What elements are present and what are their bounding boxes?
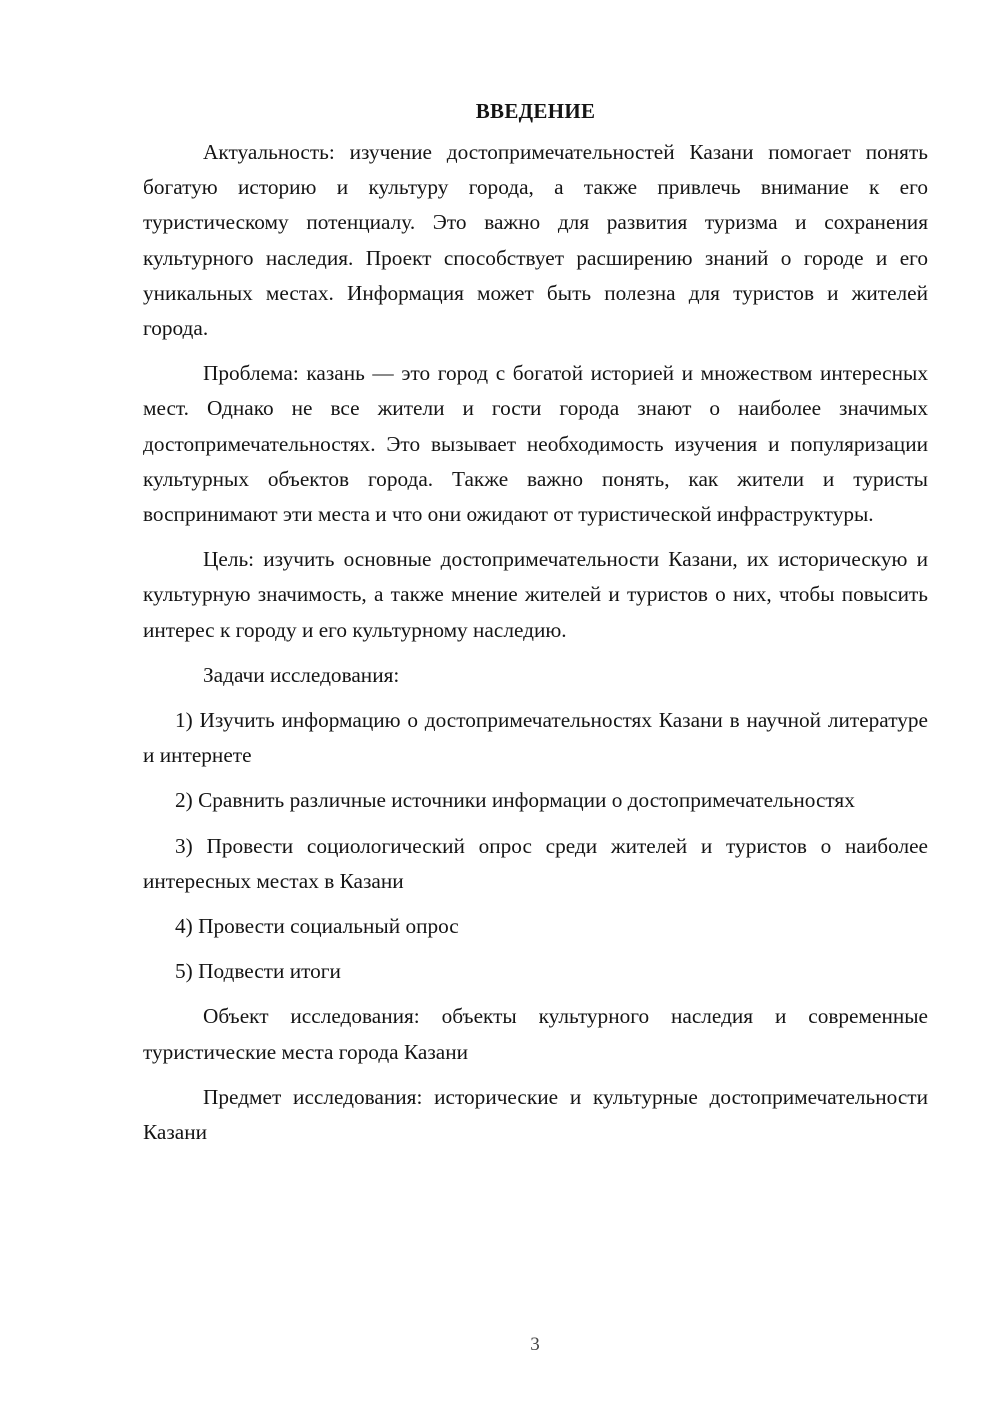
task-item-3: 3) Провести социологический опрос среди жителей и туристов о наиболее интересных местах в Казани — [143, 833, 928, 893]
task-item-2: 2) Сравнить различные источники информации о достопримечательностях — [175, 788, 855, 813]
tasks-heading: Задачи исследования: — [203, 662, 400, 687]
page-content — [143, 96, 928, 1160]
goal-paragraph: Цель: изучить основные достопримечательности Казани, их историческую и культурную значимость, а также мнение жителей и туристов о них, чтобы повысить интерес к городу и его культурному наследию. — [143, 547, 928, 642]
task-item-1: 1) Изучить информацию о достопримечательностях Казани в научной литературе и интернете — [143, 708, 928, 768]
section-title: ВВЕДЕНИЕ — [475, 99, 596, 123]
page-number: 3 — [530, 1334, 540, 1355]
problem-paragraph: Проблема: казань — это город с богатой историей и множеством интересных мест. Однако не все жители и гости города знают о наиболее значимых достопримечательностях. Это вызывает необходимость изучения и популяризации культурных объектов города. Также важно понять, как жители и туристы воспринимают эти места и что они ожидают от туристической инфраструктуры. — [143, 361, 928, 527]
task-item-5: 5) Подвести итоги — [175, 959, 341, 984]
research-object-paragraph: Объект исследования: объекты культурного наследия и современные туристические места города Казани — [143, 1004, 928, 1064]
research-subject-paragraph: Предмет исследования: исторические и культурные достопримечательности Казани — [143, 1084, 928, 1145]
relevance-paragraph: Актуальность: изучение достопримечательностей Казани помогает понять богатую историю и культуру города, а также привлечь внимание к его туристическому потенциалу. Это важно для развития туризма и сохранения культурного наследия. Проект способствует расширению знаний о городе и его уникальных местах. Информация может быть полезна для туристов и жителей города. — [143, 140, 928, 341]
task-item-4: 4) Провести социальный опрос — [175, 914, 459, 939]
